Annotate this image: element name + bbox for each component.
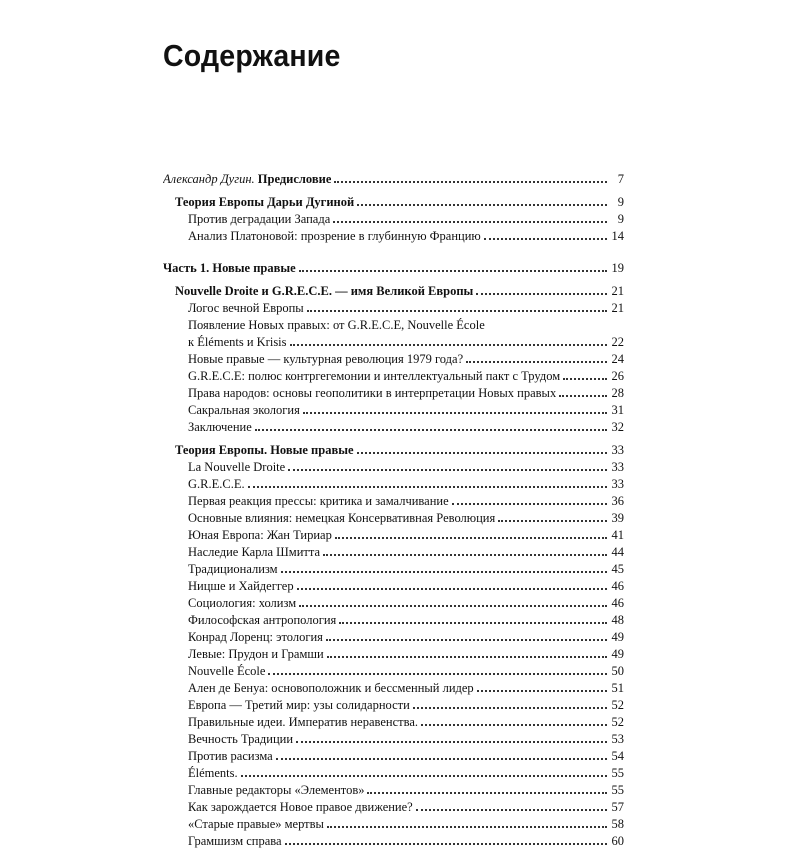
toc-entry-part bbox=[163, 260, 624, 277]
page-number: 53 bbox=[611, 732, 624, 746]
page-number: 49 bbox=[611, 647, 624, 661]
toc-entry-label: Традиционализм bbox=[188, 562, 278, 576]
leader-dots bbox=[268, 673, 607, 675]
page-number: 7 bbox=[617, 172, 624, 186]
page-number: 46 bbox=[611, 579, 624, 593]
leader-dots bbox=[367, 792, 607, 794]
page-number: 14 bbox=[611, 229, 624, 243]
toc-entry-label: Европа — Третий мир: узы солидарности bbox=[188, 698, 410, 712]
page-number: 33 bbox=[611, 477, 624, 491]
toc-entry-item bbox=[163, 476, 624, 493]
toc-entry-label: Против расизма bbox=[188, 749, 273, 763]
toc-entry-item bbox=[163, 748, 624, 765]
leader-dots bbox=[559, 395, 607, 397]
page-number: 57 bbox=[611, 800, 624, 814]
leader-dots bbox=[299, 270, 607, 272]
leader-dots bbox=[335, 537, 607, 539]
leader-dots bbox=[299, 605, 607, 607]
toc-entry-label: Главные редакторы «Элементов» bbox=[188, 783, 365, 797]
toc-entry-label: Nouvelle Droite и G.R.E.C.E. — имя Великой Европы bbox=[175, 284, 474, 298]
toc-entry-label: Против деградации Запада bbox=[188, 212, 331, 226]
page-number: 24 bbox=[611, 352, 624, 366]
leader-dots bbox=[466, 361, 607, 363]
toc-entry-item bbox=[163, 833, 624, 850]
toc-entry-item bbox=[163, 351, 624, 368]
leader-dots bbox=[276, 758, 607, 760]
leader-dots bbox=[297, 588, 607, 590]
leader-dots bbox=[477, 690, 607, 692]
page-number: 46 bbox=[611, 596, 624, 610]
page-number: 52 bbox=[611, 698, 624, 712]
page-number: 58 bbox=[611, 817, 624, 831]
toc-entry-label: Новые правые — культурная революция 1979 года? bbox=[188, 352, 464, 366]
page-number: 45 bbox=[611, 562, 624, 576]
page-number: 9 bbox=[617, 195, 624, 209]
page-number: 33 bbox=[611, 460, 624, 474]
page-number: 55 bbox=[611, 766, 624, 780]
leader-dots bbox=[413, 707, 607, 709]
leader-dots bbox=[498, 520, 607, 522]
toc-entry-label: Философская антропология bbox=[188, 613, 337, 627]
preface-title: Предисловие bbox=[257, 172, 332, 186]
leader-dots bbox=[303, 412, 607, 414]
leader-dots bbox=[290, 344, 607, 346]
toc-entry-item bbox=[163, 527, 624, 544]
leader-dots bbox=[327, 656, 607, 658]
toc-entry-label bbox=[163, 171, 331, 188]
toc-entry-item bbox=[163, 714, 624, 731]
toc-entry-item bbox=[163, 385, 624, 402]
toc-entry-item bbox=[163, 402, 624, 419]
toc-entry-label: Логос вечной Европы bbox=[188, 301, 304, 315]
toc-entry-label: Как зарождается Новое правое движение? bbox=[188, 800, 413, 814]
toc-entry-item bbox=[163, 680, 624, 697]
leader-dots bbox=[357, 204, 607, 206]
page-number: 22 bbox=[611, 335, 624, 349]
toc-entry-label: Теория Европы. Новые правые bbox=[175, 443, 354, 457]
toc-entry-preface bbox=[163, 171, 624, 188]
toc-entry-label: Социология: холизм bbox=[188, 596, 297, 610]
toc-entry-item bbox=[163, 544, 624, 561]
toc-entry-label: Заключение bbox=[188, 420, 252, 434]
leader-dots bbox=[327, 826, 607, 828]
toc-entry-label: «Старые правые» мертвы bbox=[188, 817, 324, 831]
toc-entry-item bbox=[163, 211, 624, 228]
toc-entry-label: Юная Европа: Жан Тириар bbox=[188, 528, 332, 542]
leader-dots bbox=[563, 378, 607, 380]
leader-dots bbox=[248, 486, 607, 488]
leader-dots bbox=[484, 238, 607, 240]
toc-entry-section bbox=[163, 194, 624, 211]
toc-entry-label: к Éléments и Krisis bbox=[188, 335, 287, 349]
page-number: 21 bbox=[611, 284, 624, 298]
leader-dots bbox=[307, 310, 607, 312]
toc-entry-label: Теория Европы Дарьи Дугиной bbox=[175, 195, 355, 209]
toc-entry-item bbox=[163, 300, 624, 317]
toc-entry-item bbox=[163, 782, 624, 799]
toc-entry-item bbox=[163, 493, 624, 510]
leader-dots bbox=[334, 181, 607, 183]
page-number: 19 bbox=[611, 261, 624, 275]
toc-entry-item bbox=[163, 459, 624, 476]
toc-entry-item bbox=[163, 629, 624, 646]
page-number: 44 bbox=[611, 545, 624, 559]
leader-dots bbox=[296, 741, 607, 743]
toc-entry-chapter bbox=[163, 442, 624, 459]
toc-entry-item bbox=[163, 317, 624, 334]
toc-entry-item bbox=[163, 561, 624, 578]
toc-entry-label: Правильные идеи. Императив неравенства. bbox=[188, 715, 419, 729]
toc-entry-label: Вечность Традиции bbox=[188, 732, 294, 746]
leader-dots bbox=[241, 775, 607, 777]
toc-entry-label: La Nouvelle Droite bbox=[188, 460, 286, 474]
toc-entry-label: Éléments. bbox=[188, 766, 238, 780]
leader-dots bbox=[452, 503, 607, 505]
leader-dots bbox=[255, 429, 607, 431]
leader-dots bbox=[288, 469, 607, 471]
page-number: 36 bbox=[611, 494, 624, 508]
toc-entry-label: Первая реакция прессы: критика и замалчивание bbox=[188, 494, 449, 508]
toc-entry-chapter bbox=[163, 283, 624, 300]
page-number: 48 bbox=[611, 613, 624, 627]
toc-entry-label: Сакральная экология bbox=[188, 403, 300, 417]
toc-entry-label: G.R.E.C.E. bbox=[188, 477, 245, 491]
toc-entry-item bbox=[163, 595, 624, 612]
toc-entry-label: Часть 1. Новые правые bbox=[163, 261, 296, 275]
page-number: 28 bbox=[611, 386, 624, 400]
toc-entry-label: Левые: Прудон и Грамши bbox=[188, 647, 324, 661]
leader-dots bbox=[357, 452, 607, 454]
toc-entry-label: Основные влияния: немецкая Консервативная Революция bbox=[188, 511, 496, 525]
leader-dots bbox=[339, 622, 607, 624]
toc-entry-label: Конрад Лоренц: этология bbox=[188, 630, 323, 644]
toc-entry-label: Наследие Карла Шмитта bbox=[188, 545, 321, 559]
page-number: 32 bbox=[611, 420, 624, 434]
toc-entry-item bbox=[163, 646, 624, 663]
toc-entry-item bbox=[163, 816, 624, 833]
page-number: 26 bbox=[611, 369, 624, 383]
page-number: 55 bbox=[611, 783, 624, 797]
page-title: Содержание bbox=[163, 38, 341, 73]
page-number: 51 bbox=[611, 681, 624, 695]
toc-entry-label: Nouvelle École bbox=[188, 664, 266, 678]
toc-entry-item bbox=[163, 765, 624, 782]
leader-dots bbox=[421, 724, 607, 726]
preface-author: Александр Дугин. bbox=[163, 172, 255, 186]
toc-entry-item bbox=[163, 419, 624, 436]
toc-entry-label: Ален де Бенуа: основоположник и бессменный лидер bbox=[188, 681, 474, 695]
toc-entry-item-continuation bbox=[163, 334, 624, 351]
toc-entry-item bbox=[163, 228, 624, 245]
toc-entry-label: Анализ Платоновой: прозрение в глубинную Францию bbox=[188, 229, 481, 243]
toc-entry-item bbox=[163, 663, 624, 680]
page-number: 33 bbox=[611, 443, 624, 457]
page-number: 31 bbox=[611, 403, 624, 417]
toc-entry-label: Появление Новых правых: от G.R.E.C.E, Nouvelle École bbox=[188, 318, 485, 332]
page-number: 39 bbox=[611, 511, 624, 525]
toc-entry-item bbox=[163, 697, 624, 714]
toc-entry-label: Ницше и Хайдеггер bbox=[188, 579, 294, 593]
page-number: 41 bbox=[611, 528, 624, 542]
leader-dots bbox=[416, 809, 607, 811]
leader-dots bbox=[323, 554, 607, 556]
toc-entry-item bbox=[163, 799, 624, 816]
page-number: 54 bbox=[611, 749, 624, 763]
toc-entry-label: Права народов: основы геополитики в интерпретации Новых правых bbox=[188, 386, 557, 400]
leader-dots bbox=[281, 571, 607, 573]
leader-dots bbox=[285, 843, 607, 845]
page-number: 52 bbox=[611, 715, 624, 729]
leader-dots bbox=[476, 293, 607, 295]
toc-entry-item bbox=[163, 612, 624, 629]
page-number: 9 bbox=[617, 212, 624, 226]
toc-entry-item bbox=[163, 368, 624, 385]
page-number: 60 bbox=[611, 834, 624, 848]
leader-dots bbox=[333, 221, 607, 223]
toc-entry-label: G.R.E.C.E: полюс контргегемонии и интеллектуальный пакт с Трудом bbox=[188, 369, 561, 383]
toc-entry-item bbox=[163, 731, 624, 748]
page-number: 21 bbox=[611, 301, 624, 315]
toc-entry-label: Грамшизм справа bbox=[188, 834, 282, 848]
leader-dots bbox=[326, 639, 607, 641]
page-number: 50 bbox=[611, 664, 624, 678]
toc-entry-item bbox=[163, 578, 624, 595]
toc-entry-item bbox=[163, 510, 624, 527]
table-of-contents bbox=[163, 171, 624, 850]
page-number: 49 bbox=[611, 630, 624, 644]
